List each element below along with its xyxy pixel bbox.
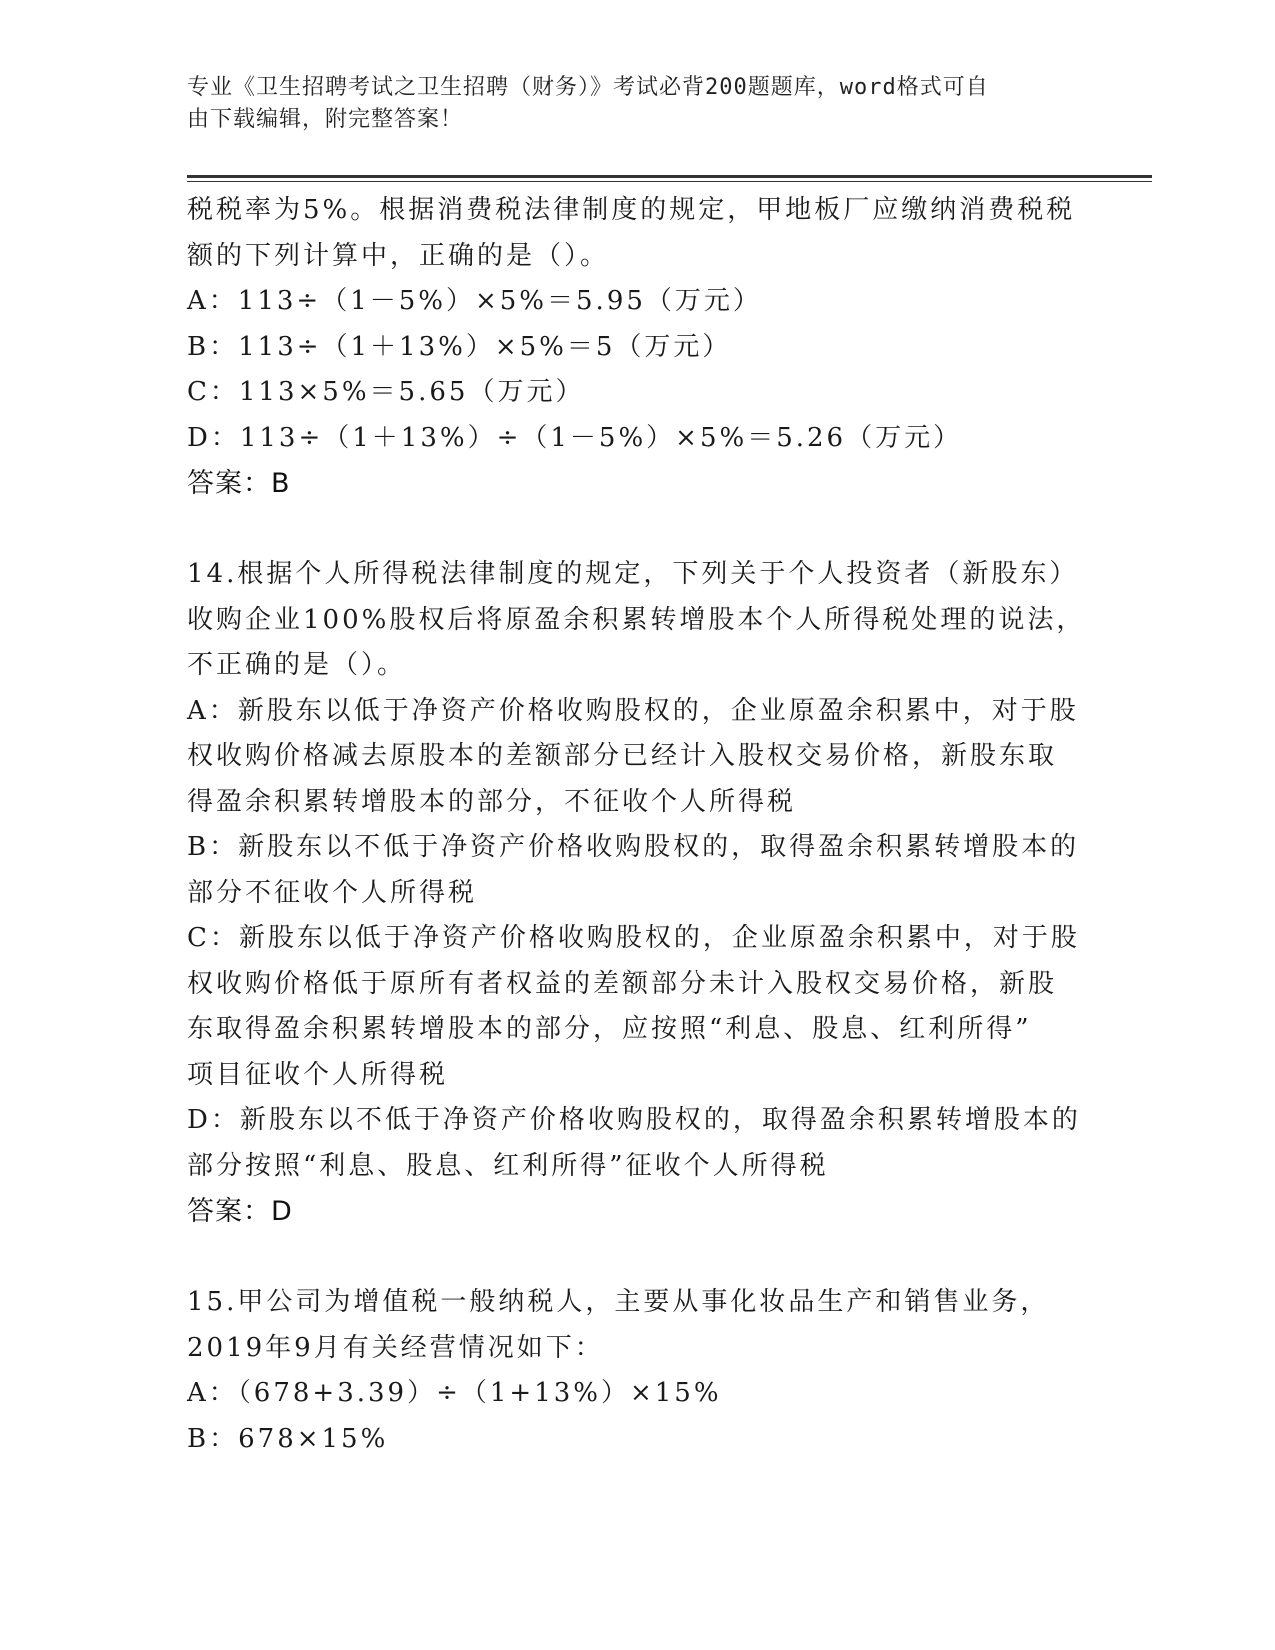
question-stem-line: 2019年9月有关经营情况如下： [187, 1332, 604, 1363]
option-a-continued: 权收购价格减去原股本的差额部分已经计入股权交易价格，新股东取 [187, 741, 1058, 771]
question-stem-line: 14.根据个人所得税法律制度的规定，下列关于个人投资者（新股东） [187, 559, 1079, 589]
option-b: B：678×15% [187, 1423, 389, 1454]
option-d: D：新股东以不低于净资产价格收购股权的，取得盈余积累转增股本的 [187, 1105, 1081, 1135]
question-stem-line: 额的下列计算中，正确的是（）。 [187, 240, 610, 271]
header-divider-thin [187, 181, 1152, 182]
question-stem-line: 税税率为5%。根据消费税法律制度的规定，甲地板厂应缴纳消费税税 [187, 195, 1076, 225]
question-13 [187, 188, 1087, 507]
header-divider-thick [187, 175, 1152, 178]
page-header [187, 72, 1067, 136]
option-c-continued: 东取得盈余积累转增股本的部分，应按照“利息、股息、红利所得” [187, 1014, 1032, 1044]
option-c: C：113×5%＝5.65（万元） [187, 377, 585, 407]
option-d: D：113÷（1＋13%）÷（1－5%）×5%＝5.26（万元） [187, 422, 963, 453]
question-14 [187, 552, 1087, 1235]
option-a: A：113÷（1－5%）×5%＝5.95（万元） [187, 286, 762, 316]
document-body [187, 188, 1087, 1462]
answer-label: 答案：B [187, 468, 291, 499]
option-c: C：新股东以低于净资产价格收购股权的，企业原盈余积累中，对于股 [187, 923, 1080, 953]
spacer [187, 1235, 1087, 1281]
spacer [187, 507, 1087, 553]
question-stem-line: 15.甲公司为增值税一般纳税人，主要从事化妆品生产和销售业务， [187, 1287, 1050, 1317]
question-15 [187, 1280, 1087, 1462]
question-stem-line: 不正确的是（）。 [187, 650, 407, 680]
option-c-continued: 权收购价格低于原所有者权益的差额部分未计入股权交易价格，新股 [187, 968, 1058, 999]
option-d-continued: 部分按照“利息、股息、红利所得”征收个人所得税 [187, 1150, 829, 1181]
header-title-line-2: 由下载编辑，附完整答案！ [187, 107, 464, 132]
option-c-continued: 项目征收个人所得税 [187, 1059, 449, 1090]
option-b-continued: 部分不征收个人所得税 [187, 877, 478, 908]
option-a-continued: 得盈余积累转增股本的部分，不征收个人所得税 [187, 786, 797, 817]
option-a: A：（678+3.39）÷（1+13%）×15% [187, 1378, 722, 1408]
option-b: B：新股东以不低于净资产价格收购股权的，取得盈余积累转增股本的 [187, 832, 1080, 862]
option-b: B：113÷（1＋13%）×5%＝5（万元） [187, 331, 732, 362]
header-title-line-1: 专业《卫生招聘考试之卫生招聘（财务）》考试必背200题题库，word格式可自 [187, 75, 989, 100]
answer-label: 答案：D [187, 1196, 293, 1227]
option-a: A：新股东以低于净资产价格收购股权的，企业原盈余积累中，对于股 [187, 695, 1079, 726]
question-stem-line: 收购企业100%股权后将原盈余积累转增股本个人所得税处理的说法， [187, 604, 1086, 635]
